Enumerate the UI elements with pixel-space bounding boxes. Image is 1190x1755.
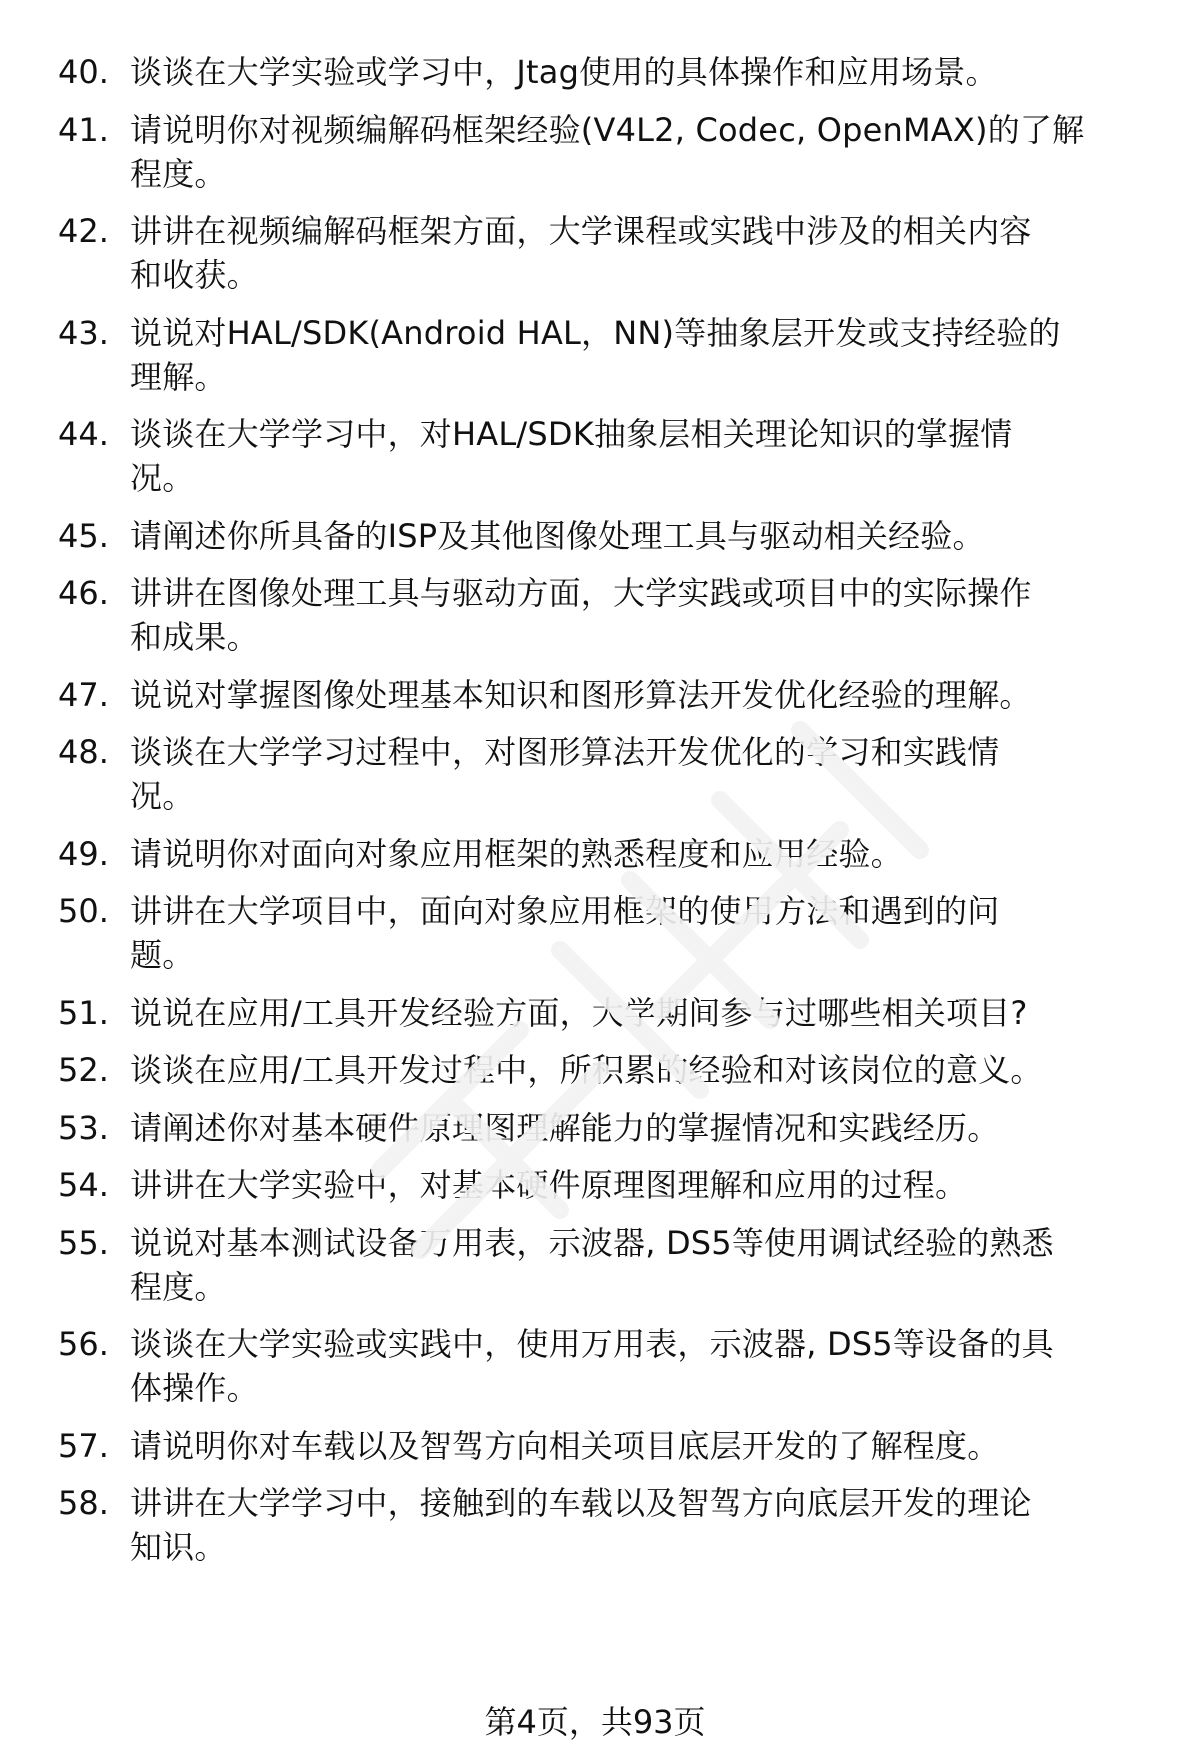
- question-item: [0, 412, 1190, 500]
- question-item: [0, 1221, 1190, 1309]
- question-number: 51.: [58, 993, 109, 1032]
- question-number: 41.: [58, 110, 109, 149]
- question-item: [0, 673, 1190, 717]
- question-text: 谈谈在大学实验或实践中，使用万用表，示波器, DS5等设备的具 体操作。: [130, 1325, 1054, 1407]
- question-number: 43.: [58, 313, 109, 352]
- question-item: [0, 514, 1190, 558]
- question-text: 讲讲在大学实验中，对基本硬件原理图理解和应用的过程。: [130, 1166, 968, 1204]
- question-item: [0, 832, 1190, 876]
- question-number: 49.: [58, 834, 109, 873]
- question-item: [0, 889, 1190, 977]
- question-item: [0, 1106, 1190, 1150]
- question-item: [0, 730, 1190, 818]
- question-number: 54.: [58, 1166, 109, 1204]
- question-text: 请说明你对视频编解码框架经验(V4L2, Codec, OpenMAX)的了解 程度。: [130, 110, 1085, 193]
- question-number: 44.: [58, 415, 109, 453]
- question-number: 58.: [58, 1484, 109, 1522]
- page-footer: [0, 1700, 1190, 1744]
- question-number: 52.: [58, 1051, 109, 1089]
- question-text: 讲讲在视频编解码框架方面，大学课程或实践中涉及的相关内容 和收获。: [130, 212, 1032, 294]
- question-item: [0, 991, 1190, 1035]
- question-text: 说说对基本测试设备万用表，示波器, DS5等使用调试经验的熟悉 程度。: [130, 1223, 1054, 1306]
- question-item: [0, 311, 1190, 399]
- question-text: 说说对掌握图像处理基本知识和图形算法开发优化经验的理解。: [130, 675, 1032, 714]
- question-text: 谈谈在大学实验或学习中，Jtag使用的具体操作和应用场景。: [130, 53, 998, 91]
- question-item: [0, 1163, 1190, 1207]
- question-number: 45.: [58, 516, 109, 555]
- question-number: 47.: [58, 675, 109, 714]
- page-number: 第4页，共93页: [484, 1703, 706, 1741]
- question-text: 请阐述你所具备的ISP及其他图像处理工具与驱动相关经验。: [130, 516, 985, 555]
- question-item: [0, 108, 1190, 196]
- question-text: 请阐述你对基本硬件原理图理解能力的掌握情况和实践经历。: [130, 1108, 1000, 1147]
- question-item: [0, 1322, 1190, 1410]
- question-text: 讲讲在图像处理工具与驱动方面，大学实践或项目中的实际操作 和成果。: [130, 574, 1032, 656]
- question-number: 56.: [58, 1325, 109, 1363]
- question-number: 42.: [58, 212, 109, 250]
- question-number: 57.: [58, 1426, 109, 1465]
- question-text: 谈谈在大学学习中，对HAL/SDK抽象层相关理论知识的掌握情 况。: [130, 415, 1013, 497]
- question-text: 讲讲在大学学习中，接触到的车载以及智驾方向底层开发的理论 知识。: [130, 1484, 1032, 1566]
- question-number: 55.: [58, 1223, 109, 1262]
- question-item: [0, 50, 1190, 94]
- question-text: 说说对HAL/SDK(Android HAL，NN)等抽象层开发或支持经验的 理解。: [130, 313, 1061, 396]
- question-number: 53.: [58, 1108, 109, 1147]
- question-text: 请说明你对车载以及智驾方向相关项目底层开发的了解程度。: [130, 1426, 1000, 1465]
- question-item: [0, 1048, 1190, 1092]
- question-number: 50.: [58, 892, 109, 930]
- question-text: 谈谈在大学学习过程中，对图形算法开发优化的学习和实践情 况。: [130, 733, 1000, 815]
- question-item: [0, 1424, 1190, 1468]
- question-number: 48.: [58, 733, 109, 771]
- question-item: [0, 209, 1190, 297]
- question-item: [0, 1481, 1190, 1569]
- question-text: 讲讲在大学项目中，面向对象应用框架的使用方法和遇到的问 题。: [130, 892, 1000, 974]
- question-text: 说说在应用/工具开发经验方面，大学期间参与过哪些相关项目?: [130, 993, 1028, 1032]
- question-number: 46.: [58, 574, 109, 612]
- question-item: [0, 571, 1190, 659]
- question-number: 40.: [58, 53, 109, 91]
- question-text: 请说明你对面向对象应用框架的熟悉程度和应用经验。: [130, 834, 903, 873]
- question-text: 谈谈在应用/工具开发过程中，所积累的经验和对该岗位的意义。: [130, 1051, 1043, 1089]
